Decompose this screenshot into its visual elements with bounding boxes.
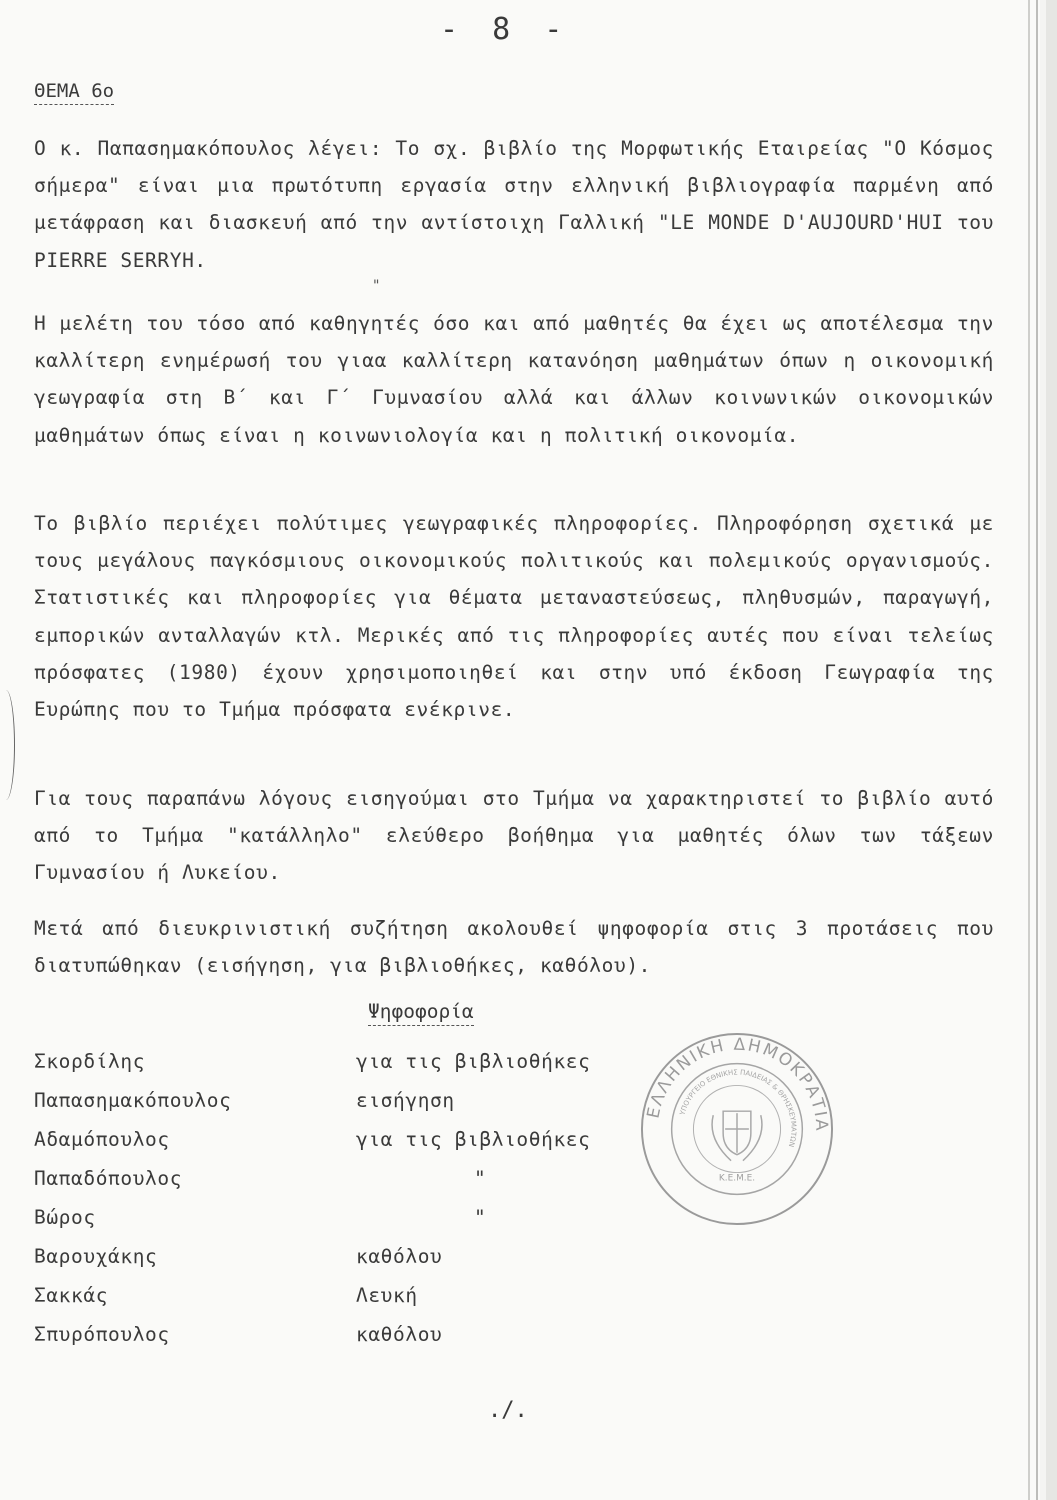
vote-row xyxy=(34,1167,654,1205)
voter-name: Βαρουχάκης xyxy=(34,1245,158,1268)
official-seal-stamp xyxy=(638,1030,836,1228)
voter-name: Σπυρόπουλος xyxy=(34,1323,170,1346)
svg-text:ΕΛΛΗΝΙΚΗ ΔΗΜΟΚΡΑΤΙΑ: ΕΛΛΗΝΙΚΗ ΔΗΜΟΚΡΑΤΙΑ xyxy=(642,1033,833,1133)
vote-choice: Λευκή xyxy=(356,1284,418,1307)
vote-title: Ψηφοφορία xyxy=(368,1000,474,1026)
vote-row xyxy=(34,1284,654,1322)
vote-choice: " xyxy=(474,1167,487,1190)
vote-choice: για τις βιβλιοθήκες xyxy=(356,1050,591,1073)
voter-name: Αδαμόπουλος xyxy=(34,1128,170,1151)
vote-choice: εισήγηση xyxy=(356,1089,455,1112)
vote-row xyxy=(34,1323,654,1361)
vote-row xyxy=(34,1206,654,1244)
paragraph-3: Το βιβλίο περιέχει πολύτιμες γεωγραφικές πληροφορίες. Πληροφόρηση σχετικά με τους μεγάλους παγκόσμιους οικονομικούς πολιτικούς και πολεμικούς οργανισμούς. Στατιστικές και πληροφορίες για θέματα μεταναστεύσεως, πληθυσμών, παραγωγή, εμπορικών ανταλλαγών κτλ. Μερικές από τις πληροφορίες αυτές που είναι τελείως πρόσφατες (1980) έχουν χρησιμοποιηθεί και στην υπό έκδοση Γεωγραφία της Ευρώπης που το Τμήμα πρόσφατα ενέκρινε. xyxy=(34,512,994,722)
paragraph-1: Ο κ. Παπασημακόπουλος λέγει: Το σχ. βιβλίο της Μορφωτικής Εταιρείας "Ο Κόσμος σήμερα" είναι μια πρωτότυπη εργασία στην ελληνική βιβλιογραφία παρμένη από μετάφραση και διασκευή από την αντίστοιχη Γαλλική "LE MONDE D'AUJOURD'HUI του PIERRE SERRYH. xyxy=(34,137,994,272)
svg-text:Κ.Ε.Μ.Ε.: Κ.Ε.Μ.Ε. xyxy=(718,1173,756,1184)
paragraph-4: Για τους παραπάνω λόγους εισηγούμαι στο Τμήμα να χαρακτηριστεί το βιβλίο αυτό από το Τμήμα "κατάλληλο" ελεύθερο βοήθημα για μαθητές όλων των τάξεων Γυμνασίου ή Λυκείου. xyxy=(34,787,994,885)
vote-row xyxy=(34,1089,654,1127)
voter-name: Βώρος xyxy=(34,1206,96,1229)
page-edge xyxy=(1046,0,1057,1500)
voter-name: Παπαδόπουλος xyxy=(34,1167,183,1190)
voter-name: Σακκάς xyxy=(34,1284,109,1307)
voter-name: Σκορδίλης xyxy=(34,1050,146,1073)
continuation-mark: ./. xyxy=(488,1398,528,1423)
page-edge xyxy=(1028,0,1030,1500)
vote-row xyxy=(34,1128,654,1166)
svg-text:ΥΠΟΥΡΓΕΙΟ ΕΘΝΙΚΗΣ ΠΑΙΔΕΙΑΣ & Θ: ΥΠΟΥΡΓΕΙΟ ΕΘΝΙΚΗΣ ΠΑΙΔΕΙΑΣ & ΘΡΗΣΚΕΥΜΑΤΩΝ xyxy=(678,1068,798,1148)
vote-row xyxy=(34,1245,654,1283)
paragraph-5: Μετά από διευκρινιστική συζήτηση ακολουθεί ψηφοφορία στις 3 προτάσεις που διατυπώθηκαν (εισήγηση, για βιβλιοθήκες, καθόλου). xyxy=(34,917,994,978)
section-heading: ΘΕΜΑ 6ο xyxy=(34,80,114,105)
voter-name: Παπασημακόπουλος xyxy=(34,1089,232,1112)
margin-bracket-mark xyxy=(0,690,15,800)
seal-icon xyxy=(638,1030,836,1228)
vote-row xyxy=(34,1050,654,1088)
vote-choice: καθόλου xyxy=(356,1245,443,1268)
paragraph-2: Η μελέτη του τόσο από καθηγητές όσο και από μαθητές θα έχει ως αποτέλεσμα την καλλίτερη ενημέρωσή του γιαα καλλίτερη κατανόηση μαθημάτων όπων η οικονομική γεωγραφία στη Β΄ και Γ΄ Γυμνασίου αλλά και άλλων κοινωνικών οικονομικών μαθημάτων όπως είναι η κοινωνιολογία και η πολιτική οικονομία. xyxy=(34,312,994,447)
handwritten-quote-mark: " xyxy=(372,278,381,294)
vote-choice: για τις βιβλιοθήκες xyxy=(356,1128,591,1151)
page-number: - 8 - xyxy=(440,12,571,47)
vote-choice: καθόλου xyxy=(356,1323,443,1346)
vote-choice: " xyxy=(474,1206,487,1229)
page-edge xyxy=(1036,0,1038,1500)
